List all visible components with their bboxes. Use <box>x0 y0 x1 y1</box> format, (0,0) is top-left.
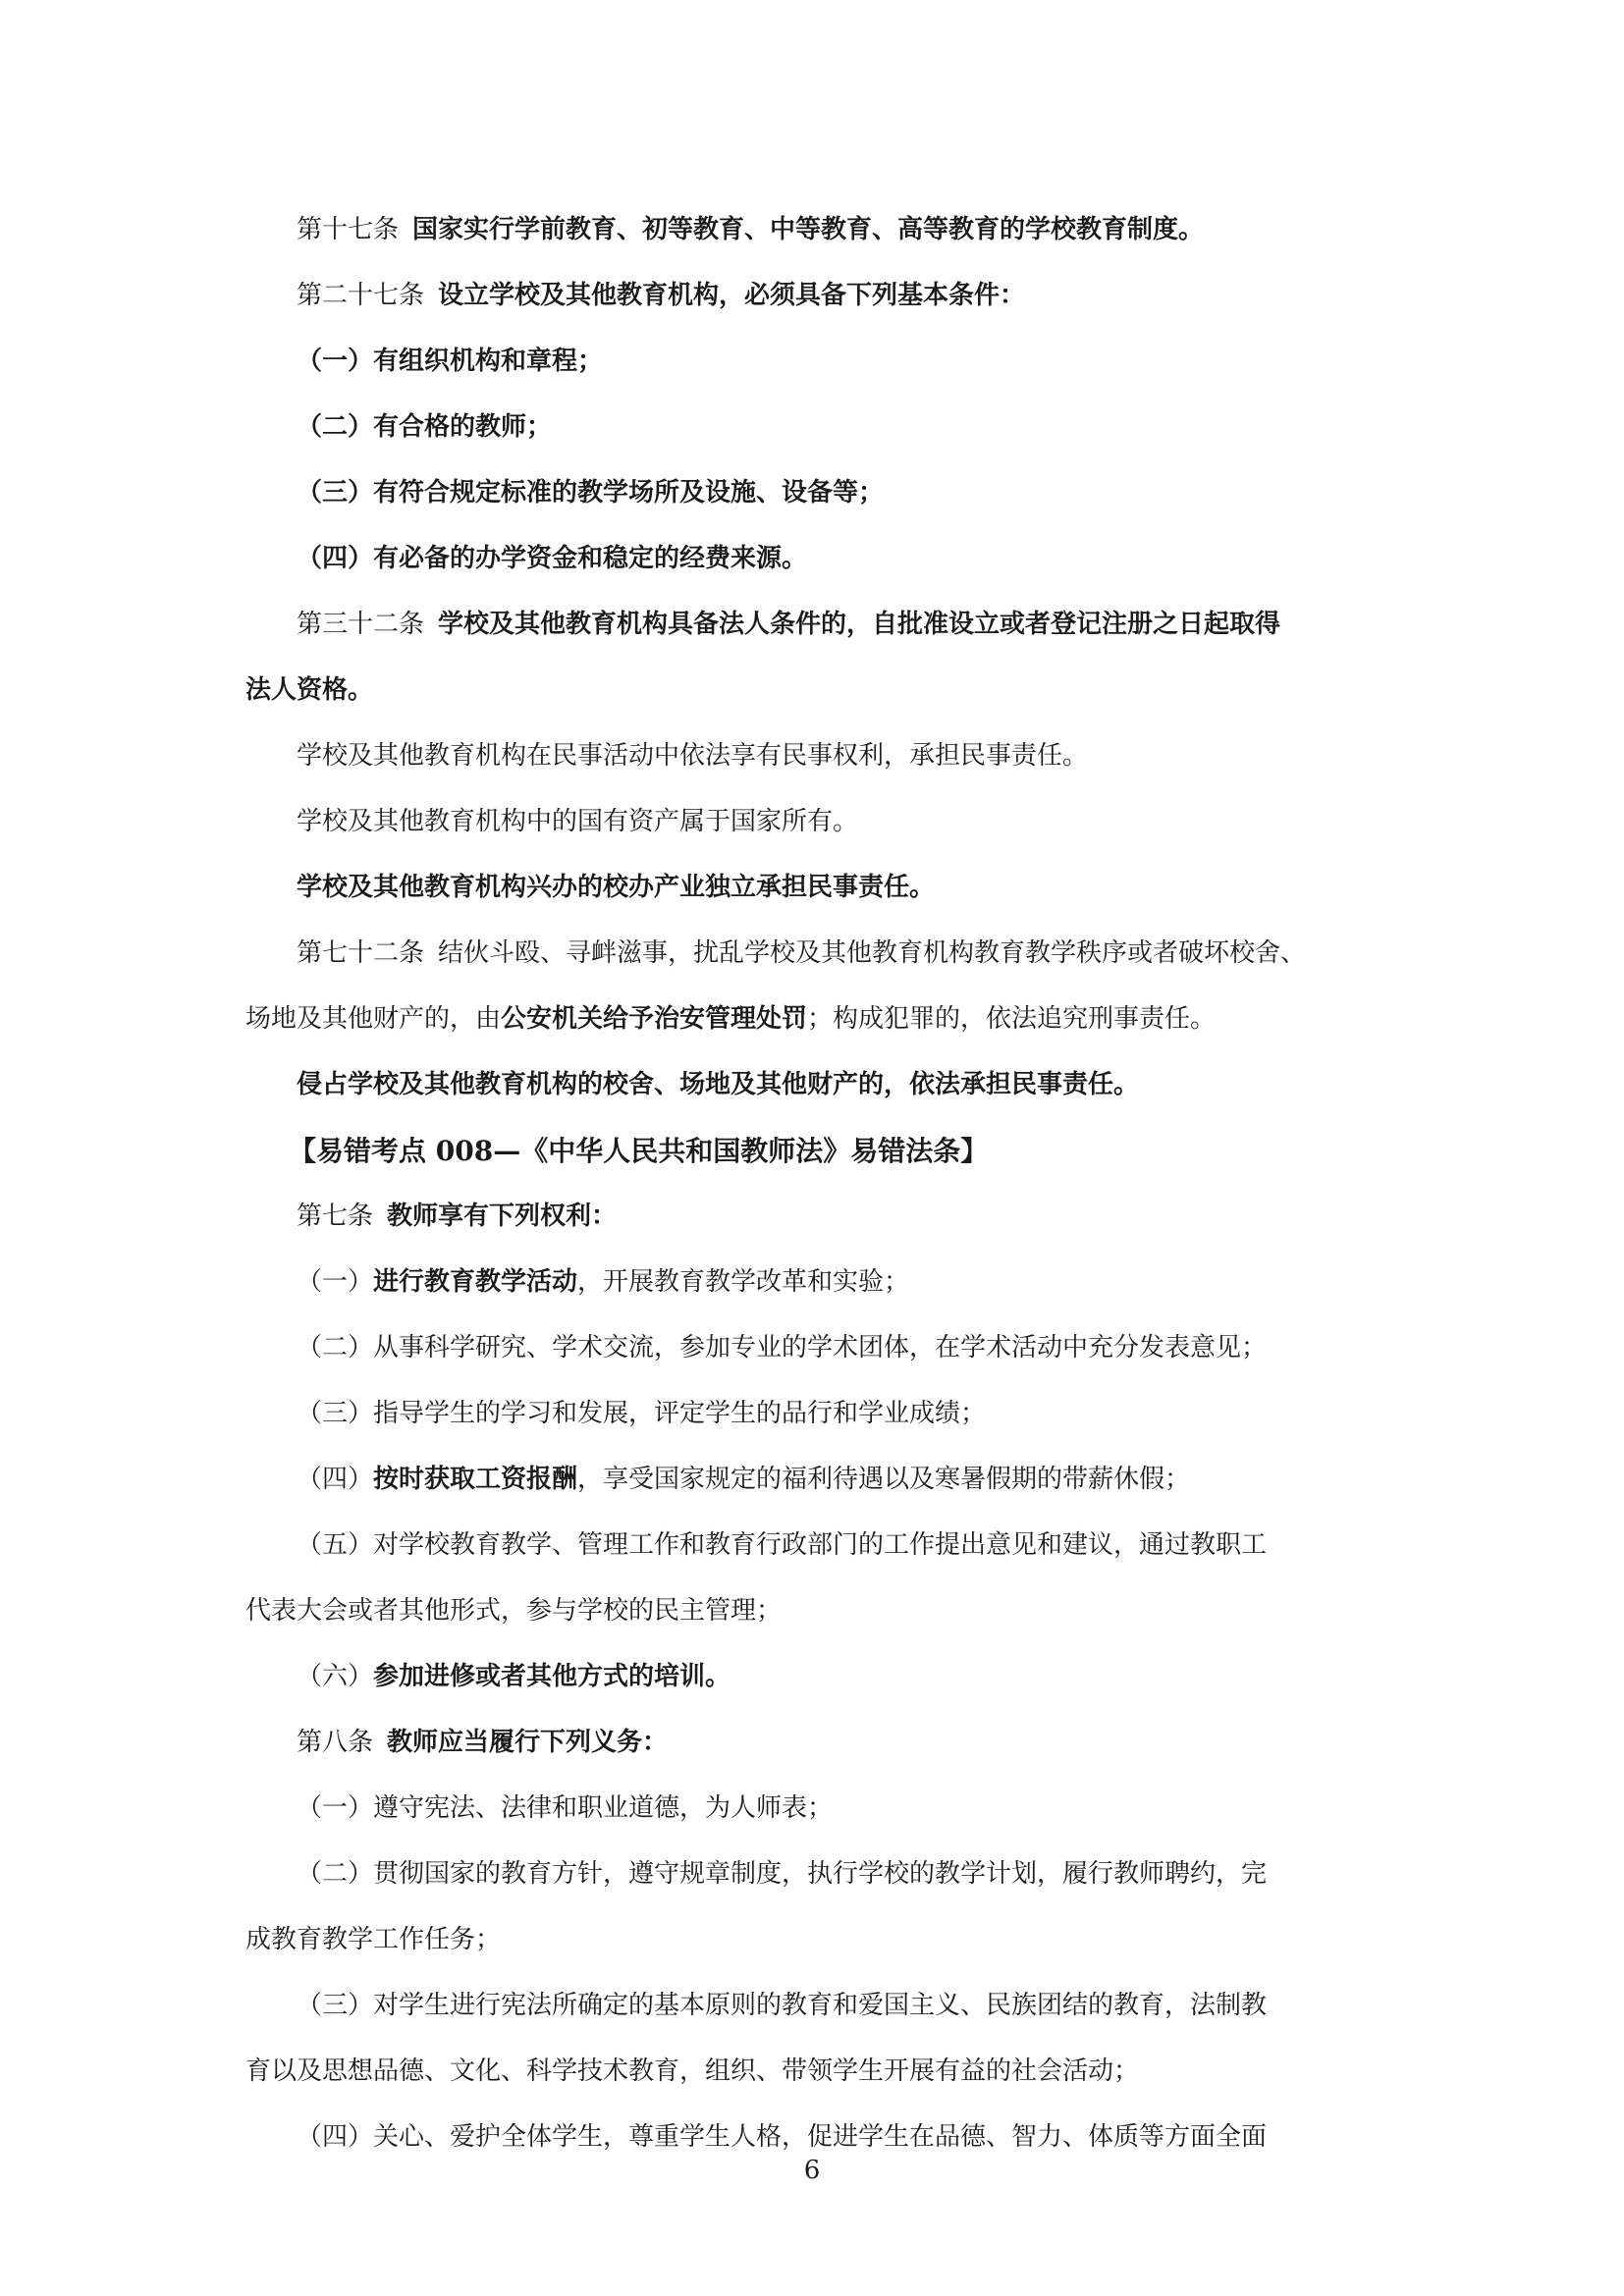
paragraph-line <box>245 329 1404 395</box>
paragraph-line <box>245 1644 1404 1710</box>
text-run: 【易错考点 008—《中华人民共和国教师法》易错法条】 <box>289 1135 989 1167</box>
article-label: 第二十七条 <box>297 281 425 310</box>
text-run: 按时获取工资报酬 <box>373 1465 578 1494</box>
text-run: 结伙斗殴、寻衅滋事，扰乱学校及其他教育机构教育教学秩序或者破坏校舍、 <box>438 938 1307 968</box>
text-run: （四） <box>297 1465 374 1494</box>
text-run: ；构成犯罪的，依法追究刑事责任。 <box>807 1004 1217 1034</box>
text-run: 侵占学校及其他教育机构的校舍、场地及其他财产的，依法承担民事责任。 <box>297 1070 1140 1099</box>
paragraph-line <box>245 789 1404 855</box>
paragraph-line <box>245 1842 1404 1907</box>
text-run: 法人资格。 <box>245 675 374 705</box>
paragraph-line <box>245 526 1404 592</box>
text-run: 国家实行学前教育、初等教育、中等教育、高等教育的学校教育制度。 <box>412 215 1205 244</box>
text-run: 教师享有下列权利： <box>387 1201 618 1231</box>
paragraph-line <box>245 460 1404 526</box>
paragraph-line <box>245 921 1404 987</box>
paragraph-line <box>245 1052 1404 1118</box>
article-label: 第三十二条 <box>297 610 425 639</box>
paragraph-line <box>245 1710 1404 1776</box>
continuation-line <box>245 658 1404 723</box>
text-run: 参加进修或者其他方式的培训。 <box>373 1662 731 1691</box>
text-run: （一）遵守宪法、法律和职业道德，为人师表； <box>297 1793 834 1823</box>
page-number: 6 <box>803 2156 821 2185</box>
continuation-line <box>245 2039 1404 2105</box>
text-run: 学校及其他教育机构兴办的校办产业独立承担民事责任。 <box>297 873 936 902</box>
page-body <box>245 197 1404 2170</box>
paragraph-line <box>245 263 1404 329</box>
text-run: 育以及思想品德、文化、科学技术教育，组织、带领学生开展有益的社会活动； <box>245 2056 1140 2086</box>
paragraph-line <box>245 855 1404 921</box>
article-label: 第八条 <box>297 1728 374 1757</box>
text-run: 代表大会或者其他形式，参与学校的民主管理； <box>245 1596 783 1626</box>
text-run: （三）指导学生的学习和发展，评定学生的品行和学业成绩； <box>297 1399 987 1428</box>
section-title <box>245 1118 1404 1184</box>
paragraph-line <box>245 592 1404 658</box>
text-run: （二）有合格的教师； <box>297 412 553 442</box>
text-run: ，开展教育教学改革和实验； <box>577 1267 910 1297</box>
text-run: （五）对学校教育教学、管理工作和教育行政部门的工作提出意见和建议，通过教职工 <box>297 1530 1268 1560</box>
text-run: （四）有必备的办学资金和稳定的经费来源。 <box>297 544 808 573</box>
paragraph-line <box>245 395 1404 460</box>
text-run: 进行教育教学活动 <box>373 1267 578 1297</box>
text-run: 公安机关给予治安管理处罚 <box>501 1004 808 1034</box>
text-run: （三）有符合规定标准的教学场所及设施、设备等； <box>297 478 885 507</box>
continuation-line <box>245 987 1404 1052</box>
text-run: ，享受国家规定的福利待遇以及寒暑假期的带薪休假； <box>577 1465 1191 1494</box>
text-run: 学校及其他教育机构在民事活动中依法享有民事权利，承担民事责任。 <box>297 741 1089 771</box>
article-label: 第七条 <box>297 1201 374 1231</box>
continuation-line <box>245 1578 1404 1644</box>
text-run: 教师应当履行下列义务： <box>387 1728 669 1757</box>
paragraph-line <box>245 1447 1404 1513</box>
text-run: 学校及其他教育机构具备法人条件的，自批准设立或者登记注册之日起取得 <box>438 610 1281 639</box>
text-run: （三）对学生进行宪法所确定的基本原则的教育和爱国主义、民族团结的教育，法制教 <box>297 1991 1268 2020</box>
text-run: （一）有组织机构和章程； <box>297 347 604 376</box>
text-run: （四）关心、爱护全体学生，尊重学生人格，促进学生在品德、智力、体质等方面全面 <box>297 2122 1268 2152</box>
text-run: （二）贯彻国家的教育方针，遵守规章制度，执行学校的教学计划，履行教师聘约，完 <box>297 1859 1268 1889</box>
paragraph-line <box>245 197 1404 263</box>
text-run: （一） <box>297 1267 374 1297</box>
paragraph-line <box>245 723 1404 789</box>
paragraph-line <box>245 1776 1404 1842</box>
paragraph-line <box>245 1513 1404 1578</box>
paragraph-line <box>245 1315 1404 1381</box>
article-label: 第七十二条 <box>297 938 425 968</box>
text-run: 成教育教学工作任务； <box>245 1925 502 1954</box>
article-label: 第十七条 <box>297 215 400 244</box>
text-run: 设立学校及其他教育机构，必须具备下列基本条件： <box>438 281 1026 310</box>
paragraph-line <box>245 1250 1404 1315</box>
continuation-line <box>245 1907 1404 1973</box>
paragraph-line <box>245 1381 1404 1447</box>
text-run: 学校及其他教育机构中的国有资产属于国家所有。 <box>297 807 859 836</box>
text-run: （六） <box>297 1662 374 1691</box>
text-run: （二）从事科学研究、学术交流，参加专业的学术团体，在学术活动中充分发表意见； <box>297 1333 1268 1362</box>
text-run: 场地及其他财产的，由 <box>245 1004 502 1034</box>
paragraph-line <box>245 1973 1404 2039</box>
paragraph-line <box>245 1184 1404 1250</box>
